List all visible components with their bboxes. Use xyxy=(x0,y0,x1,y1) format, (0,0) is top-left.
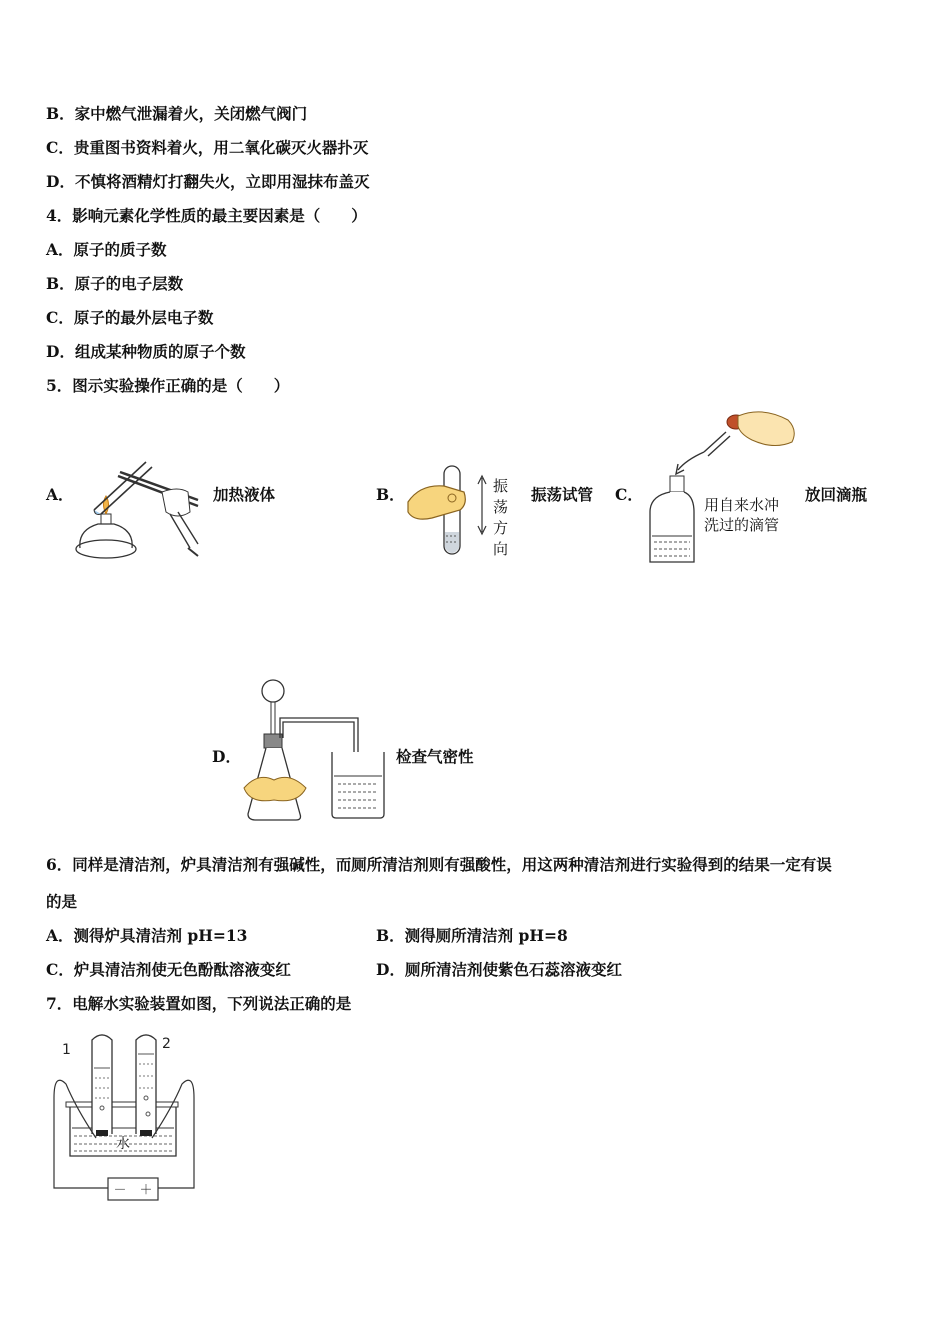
q3-option-c: C．贵重图书资料着火，用二氧化碳灭火器扑灭 xyxy=(46,138,369,157)
q6-option-a: A．测得炉具清洁剂 pH=13 xyxy=(46,926,248,945)
q3-option-d: D．不慎将酒精灯打翻失火，立即用湿抹布盖灭 xyxy=(46,172,370,191)
q4-stem: 4．影响元素化学性质的最主要因素是（ ） xyxy=(46,206,367,225)
q4-option-d: D．组成某种物质的原子个数 xyxy=(46,342,246,361)
tube-2-label: 2 xyxy=(162,1036,171,1052)
q4-option-b: B．原子的电子层数 xyxy=(46,274,184,293)
q6-stem-line1: 6．同样是清洁剂，炉具清洁剂有强碱性，而厕所清洁剂则有强酸性，用这两种清洁剂进行实验得到的结果一定有误 xyxy=(46,855,832,874)
q4-option-a: A．原子的质子数 xyxy=(46,240,167,259)
q6-option-c: C．炉具清洁剂使无色酚酞溶液变红 xyxy=(46,960,291,979)
q5-option-c-caption: 放回滴瓶 xyxy=(805,485,868,504)
airtightness-check-figure xyxy=(238,676,388,826)
water-label: 水 xyxy=(116,1136,130,1152)
q5-option-d-caption: 检查气密性 xyxy=(396,747,474,766)
water-electrolysis-figure xyxy=(50,1028,200,1208)
dropper-bottle-figure xyxy=(642,404,802,566)
q5-option-b-letter: B． xyxy=(376,485,405,504)
tube-1-label: 1 xyxy=(62,1042,71,1058)
q5-stem: 5．图示实验操作正确的是（ ） xyxy=(46,376,290,395)
q6-option-d: D．厕所清洁剂使紫色石蕊溶液变红 xyxy=(376,960,622,979)
q3-option-b: B．家中燃气泄漏着火，关闭燃气阀门 xyxy=(46,104,308,123)
q5-option-a-caption: 加热液体 xyxy=(213,485,276,504)
dropper-note: 用自来水冲 洗过的滴管 xyxy=(704,496,780,534)
q6-option-b: B．测得厕所清洁剂 pH=8 xyxy=(376,926,568,945)
q7-stem: 7．电解水实验装置如图，下列说法正确的是 xyxy=(46,994,352,1013)
q5-option-b-caption: 振荡试管 xyxy=(531,485,594,504)
q6-stem-line2: 的是 xyxy=(46,892,78,911)
q4-option-c: C．原子的最外层电子数 xyxy=(46,308,214,327)
q5-option-c-letter: C． xyxy=(615,485,643,504)
shaking-direction-label: 振 荡 方 向 xyxy=(493,477,509,558)
q5-option-a-letter: A． xyxy=(46,485,74,504)
q5-option-d-letter: D． xyxy=(212,747,241,766)
battery-label: － ＋ xyxy=(113,1183,153,1198)
heating-liquid-figure xyxy=(70,452,205,564)
